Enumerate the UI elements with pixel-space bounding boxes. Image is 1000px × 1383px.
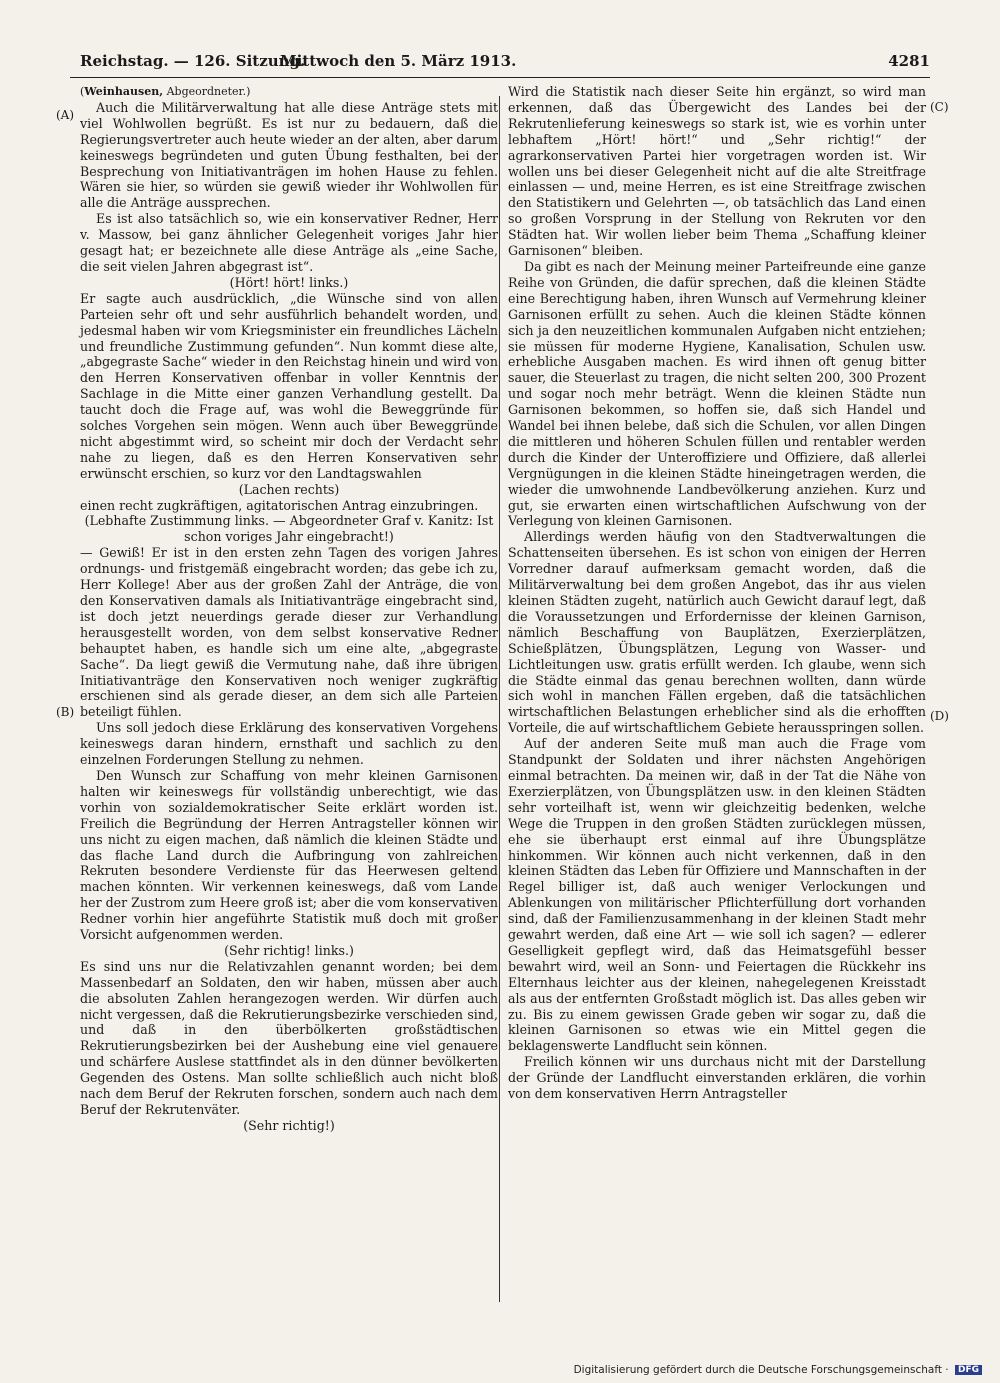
paragraph: Den Wunsch zur Schaffung von mehr kleinen Garnisonen halten wir keineswegs für vollständig unberechtigt, wie das vorhin von sozialdemokratischer Seite erklärt worden ist. Freilich die Begründung der Herren Antragsteller können wir uns nicht zu eigen machen, daß nämlich die kleinen Städte und das flache Land durch die Aufbringung von zahlreichen Rekruten besondere Verdienste für das Heerwesen geltend machen könnten. Wir verkennen keineswegs, daß vom Lande her der Zustrom zum Heere groß ist; aber die vom konservativen Redner vorhin hier angeführte Statistik muß doch mit großer Vorsicht aufgenommen werden.	[80, 767, 498, 943]
column-divider	[499, 96, 500, 1302]
margin-marker-b: (B)	[56, 705, 75, 719]
left-column	[80, 84, 498, 1134]
footer-credit	[574, 1364, 982, 1376]
right-column	[508, 84, 926, 1102]
header-title: Reichstag. — 126. Sitzung.	[80, 52, 306, 70]
interjection: (Lachen rechts)	[238, 481, 340, 497]
paragraph: Uns soll jedoch diese Erklärung des konservativen Vorgehens keineswegs daran hindern, ernsthaft und sachlich zu den einzelnen Forderungen Stellung zu nehmen.	[80, 720, 498, 768]
paragraph: einen recht zugkräftigen, agitatorischen Antrag einzubringen.	[80, 497, 479, 513]
interjection: (Sehr richtig! links.)	[224, 942, 354, 958]
margin-marker-c: (C)	[930, 100, 949, 114]
paragraph: Es sind uns nur die Relativzahlen genannt worden; bei dem Massenbedarf an Soldaten, den wir haben, müssen aber auch die absoluten Zahlen herangezogen werden. Wir dürfen auch nicht vergessen, daß die Rekrutierungsbezirke verschieden sind, und daß in den überbölkerten großstädtischen Rekrutierungsbezirken bei der Aushebung eine viel genauere und schärfere Auslese stattfindet als in den dünner bevölkerten Gegenden des Ostens. Man sollte schließlich auch nicht bloß nach dem Beruf der Rekruten forschen, sondern auch nach dem Beruf der Rekrutenväter.	[80, 958, 498, 1117]
margin-marker-a: (A)	[56, 108, 75, 122]
paragraph: Es ist also tatsächlich so, wie ein konservativer Redner, Herr v. Massow, bei ganz ähnlicher Gelegenheit voriges Jahr hier gesagt hat; er bezeichnete alle diese Anträge als „eine Sache, die seit vielen Jahren abgegrast ist“.	[80, 211, 498, 274]
interjection: (Lebhafte Zustimmung links. — Abgeordneter Graf v. Kanitz: Ist schon voriges Jahr eingebracht!)	[84, 513, 494, 545]
footer-text: Digitalisierung gefördert durch die Deutsche Forschungsgemeinschaft ·	[573, 1364, 949, 1376]
paragraph: Auf der anderen Seite muß man auch die Frage vom Standpunkt der Soldaten und ihrer nächsten Angehörigen einmal betrachten. Da meinen wir, daß in der Tat die Nähe von Exerzierplätzen, von Übungsplätzen usw. in den kleinen Städten sehr vorteilhaft ist, wenn wir gleichzeitig bedenken, welche Wege die Truppen in den großen Städten zurücklegen müssen, ehe sie überhaupt erst einmal auf ihre Übungsplätze hinkommen. Wir können auch nicht verkennen, daß in den kleinen Städten das Leben für Offiziere und Mannschaften in der Regel billiger ist, daß auch weniger Verlockungen und Ablenkungen von militärischer Pflichterfüllung dort vorhanden sind, daß der Familienzusammenhang in der kleinen Stadt mehr gewahrt werden, daß eine Art — wie soll ich sagen? — edlerer Geselligkeit gepflegt wird, daß das Heimatsgefühl besser bewahrt wird, weil an Sonn- und Feiertagen die Rückkehr ins Elternhaus leichter aus der kleinen, nahegelegenen Kreisstadt als aus der entfernten Großstadt möglich ist. Das alles geben wir zu. Bis zu einem gewissen Grade geben wir sogar zu, daß die kleinen Garnisonen so etwas wie ein Mittel gegen die beklagenswerte Landflucht sein können.	[508, 736, 926, 1054]
interjection: (Sehr richtig!)	[243, 1117, 335, 1133]
paragraph: Wird die Statistik nach dieser Seite hin ergänzt, so wird man erkennen, daß das Übergewicht des Landes bei der Rekrutenlieferung keineswegs so stark ist, wie es vorhin unter lebhaftem „Hört! hört!“ und „Sehr richtig!“ der agrarkonservativen Partei hier vorgetragen worden ist. Wir wollen uns bei dieser Gelegenheit nicht auf die alte Streitfrage einlassen — und, meine Herren, es ist eine Streitfrage zwischen den Statistikern und Gelehrten —, ob tatsächlich das Land einen so großen Vorsprung in der Stellung von Rekruten vor den Städten hat. Wir wollen lieber beim Thema „Schaffung kleiner Garnisonen“ bleiben.	[508, 84, 926, 259]
speaker-role: Abgeordneter.	[166, 85, 247, 98]
paragraph: Er sagte auch ausdrücklich, „die Wünsche sind von allen Parteien sehr oft und sehr ausführlich behandelt worden, und jedesmal haben wir vom Kriegsminister ein freundliches Lächeln und freundliche Zustimmung gefunden“. Nun kommt diese alte, „abgegraste Sache“ wieder in den Reichstag hinein und wird von den Herren Konservativen offenbar in voller Kenntnis der Sachlage in die Mitte einer ganzen Verhandlung gestellt. Da taucht doch die Frage auf, was wohl die Beweggründe für solches Vorgehen sein mögen. Wenn auch über Beweggründe nicht abgestimmt wird, so scheint mir doch der Verdacht sehr nahe zu liegen, daß es den Herren Konservativen sehr erwünscht erschien, so kurz vor den Landtagswahlen	[80, 290, 498, 481]
paragraph: Freilich können wir uns durchaus nicht mit der Darstellung der Gründe der Landflucht einverstanden erklären, die vorhin von dem konservativen Herrn Antragsteller	[508, 1054, 926, 1102]
margin-marker-d: (D)	[930, 709, 949, 723]
speaker-line: (Weinhausen, Abgeordneter.)	[80, 85, 251, 98]
header-rule	[70, 77, 930, 78]
header-date: Mittwoch den 5. März 1913.	[280, 52, 517, 70]
page-header	[80, 52, 930, 76]
dfg-logo: DFG	[955, 1365, 982, 1375]
speaker-name: Weinhausen,	[84, 85, 164, 98]
paragraph: — Gewiß! Er ist in den ersten zehn Tagen des vorigen Jahres ordnungs- und fristgemäß eingebracht worden; das gebe ich zu, Herr Kollege! Aber aus der großen Zahl der Anträge, die von den Konservativen damals als Initiativanträge eingebracht sind, ist doch jetzt neuerdings gerade dieser zur Verhandlung herausgestellt worden, von dem selbst konservative Redner behauptet haben, es handle sich um eine alte, „abgegraste Sache“. Da liegt gewiß die Vermutung nahe, daß ihre übrigen Initiativanträge den Konservativen noch weniger zugkräftig erschienen sind als gerade dieser, an dem sich alle Parteien beteiligt fühlen.	[80, 545, 498, 720]
interjection: (Hört! hört! links.)	[229, 274, 349, 290]
paragraph: Auch die Militärverwaltung hat alle diese Anträge stets mit viel Wohlwollen begrüßt. Es ist nur zu bedauern, daß die Regierungsvertreter auch heute wieder an der alten, aber darum keineswegs begründeten und guten Übung festhalten, bei der Besprechung von Initiativanträgen im hohen Hause zu fehlen. Wären sie hier, so würden sie gewiß wieder ihr Wohlwollen für alle die Anträge aussprechen.	[80, 99, 498, 211]
page-number: 4281	[888, 52, 930, 70]
paragraph: Allerdings werden häufig von den Stadtverwaltungen die Schattenseiten übersehen. Es ist schon von einigen der Herren Vorredner darauf aufmerksam gemacht worden, daß die Militärverwaltung bei dem großen Angebot, das ihr aus vielen kleinen Städten zugeht, natürlich auch Gewicht darauf legt, daß die Voraussetzungen und Erfordernisse der kleinen Garnison, nämlich Beschaffung von Bauplätzen, Exerzierplätzen, Schießplätzen, Übungsplätzen, Legung von Wasser- und Lichtleitungen usw. gratis erfüllt werden. Ich glaube, wenn sich die Städte einmal das genau berechnen wollten, dann würde sich wohl in manchen Fällen ergeben, daß die tatsächlichen wirtschaftlichen Belastungen erheblicher sind als die erhofften Vorteile, die auf wirtschaftlichem Gebiete herausspringen sollen.	[508, 529, 926, 736]
paragraph: Da gibt es nach der Meinung meiner Parteifreunde eine ganze Reihe von Gründen, die dafür sprechen, daß die kleinen Städte eine Berechtigung haben, ihren Wunsch auf Vermehrung kleiner Garnisonen erfüllt zu sehen. Auch die kleinen Städte können sich ja den neuzeitlichen kommunalen Aufgaben nicht entziehen; sie müssen für moderne Hygiene, Kanalisation, Schulen usw. erhebliche Ausgaben machen. Es wird ihnen oft genug bitter sauer, die Steuerlast zu tragen, die nicht selten 200, 300 Prozent und sogar noch mehr beträgt. Wenn die kleinen Städte nun Garnisonen bekommen, so hoffen sie, daß sich Handel und Wandel bei ihnen belebe, daß sich die Schulen, vor allen Dingen die mittleren und höheren Schulen füllen und rentabler werden durch die Kinder der Unteroffiziere und Offiziere, daß allerlei Vergnügungen in die kleinen Städte hineingetragen werden, die wieder die umwohnende Landbevölkerung anziehen. Kurz und gut, sie erwarten einen wirtschaftlichen Aufschwung von der Verlegung von kleinen Garnisonen.	[508, 258, 926, 529]
